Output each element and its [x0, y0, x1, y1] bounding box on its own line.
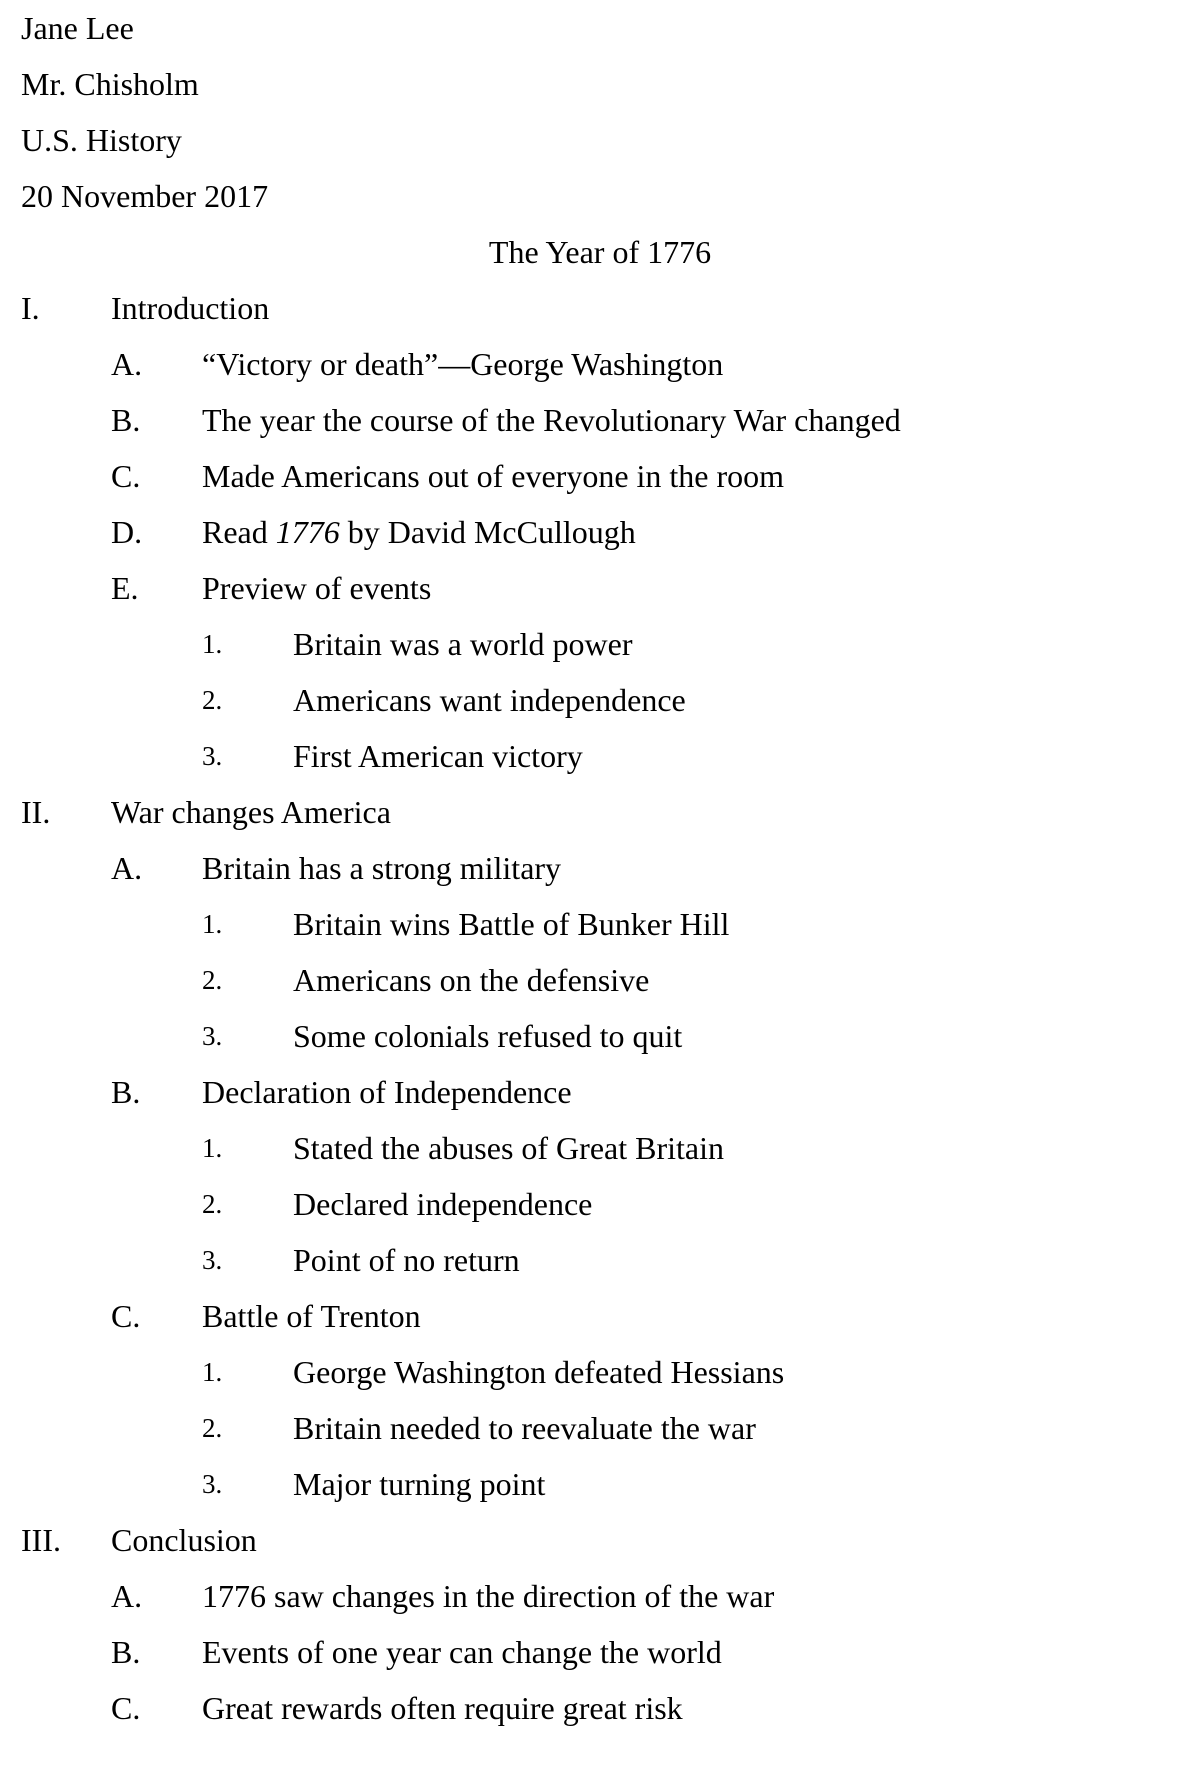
subitem-number: 3.	[202, 1021, 223, 1051]
subitem-number: 2.	[202, 965, 223, 995]
outline-subitem	[0, 1232, 1200, 1288]
teacher-name: Mr. Chisholm	[21, 66, 199, 102]
outline-item	[0, 1568, 1200, 1624]
item-letter: A.	[111, 1578, 143, 1614]
item-text: Battle of Trenton	[202, 1298, 421, 1334]
subitem-number: 1.	[202, 1133, 223, 1163]
subitem-text: Americans want independence	[293, 682, 686, 718]
item-text-after: by David McCullough	[339, 514, 636, 550]
subitem-number: 3.	[202, 1469, 223, 1499]
item-text: Made Americans out of everyone in the room	[202, 458, 785, 494]
section-heading: War changes America	[111, 794, 391, 830]
subitem-text: Britain wins Battle of Bunker Hill	[293, 906, 730, 942]
subitem-number: 2.	[202, 1413, 223, 1443]
document-date: 20 November 2017	[21, 178, 269, 214]
outline-subitem	[0, 672, 1200, 728]
section-numeral: I.	[21, 290, 40, 326]
subitem-text: Point of no return	[293, 1242, 520, 1278]
outline-subitem	[0, 1400, 1200, 1456]
book-title: 1776	[275, 514, 340, 550]
outline-subitem	[0, 952, 1200, 1008]
item-letter: E.	[111, 570, 139, 606]
outline-subitem	[0, 1176, 1200, 1232]
item-letter: A.	[111, 850, 143, 886]
outline-section-3	[0, 1512, 1200, 1568]
outline-item	[0, 840, 1200, 896]
section-numeral: II.	[21, 794, 51, 830]
item-letter: B.	[111, 1634, 141, 1670]
outline-item	[0, 392, 1200, 448]
item-text: 1776 saw changes in the direction of the war	[202, 1578, 775, 1614]
outline-item	[0, 1680, 1200, 1736]
item-letter: C.	[111, 1690, 141, 1726]
item-text: Great rewards often require great risk	[202, 1690, 683, 1726]
outline-item	[0, 336, 1200, 392]
outline-subitem	[0, 1344, 1200, 1400]
outline-subitem	[0, 728, 1200, 784]
outline-item	[0, 1624, 1200, 1680]
item-text: “Victory or death”—George Washington	[202, 346, 724, 382]
subitem-number: 3.	[202, 1245, 223, 1275]
section-heading: Introduction	[111, 290, 270, 326]
subitem-number: 1.	[202, 1357, 223, 1387]
item-letter: D.	[111, 514, 143, 550]
outline-item	[0, 1288, 1200, 1344]
item-text-before: Read	[202, 514, 276, 550]
subitem-number: 2.	[202, 685, 223, 715]
outline-subitem	[0, 896, 1200, 952]
subitem-text: Major turning point	[293, 1466, 546, 1502]
document-title: The Year of 1776	[488, 234, 712, 270]
subitem-text: Some colonials refused to quit	[293, 1018, 683, 1054]
subitem-text: Britain needed to reevaluate the war	[293, 1410, 756, 1446]
course-name: U.S. History	[21, 122, 182, 158]
outline-section-2	[0, 784, 1200, 840]
outline-subitem	[0, 1008, 1200, 1064]
outline-section-1	[0, 280, 1200, 336]
subitem-text: First American victory	[293, 738, 583, 774]
item-text: Britain has a strong military	[202, 850, 562, 886]
subitem-text: Declared independence	[293, 1186, 593, 1222]
subitem-text: Britain was a world power	[293, 626, 633, 662]
subitem-text: Americans on the defensive	[293, 962, 650, 998]
subitem-number: 1.	[202, 629, 223, 659]
outline-item	[0, 504, 1200, 560]
item-letter: B.	[111, 1074, 141, 1110]
outline-item	[0, 1064, 1200, 1120]
section-numeral: III.	[21, 1522, 61, 1558]
outline-item	[0, 560, 1200, 616]
item-letter: B.	[111, 402, 141, 438]
subitem-number: 2.	[202, 1189, 223, 1219]
item-text: Events of one year can change the world	[202, 1634, 722, 1670]
outline-subitem	[0, 1120, 1200, 1176]
section-heading: Conclusion	[111, 1522, 257, 1558]
item-letter: A.	[111, 346, 143, 382]
outline-subitem	[0, 1456, 1200, 1512]
student-name: Jane Lee	[21, 10, 134, 46]
subitem-number: 1.	[202, 909, 223, 939]
subitem-number: 3.	[202, 741, 223, 771]
item-letter: C.	[111, 1298, 141, 1334]
item-text: The year the course of the Revolutionary War changed	[202, 402, 901, 438]
item-text: Declaration of Independence	[202, 1074, 572, 1110]
subitem-text: George Washington defeated Hessians	[293, 1354, 785, 1390]
item-text: Preview of events	[202, 570, 432, 606]
item-letter: C.	[111, 458, 141, 494]
outline-item	[0, 448, 1200, 504]
outline-subitem	[0, 616, 1200, 672]
subitem-text: Stated the abuses of Great Britain	[293, 1130, 724, 1166]
item-text	[202, 504, 636, 560]
